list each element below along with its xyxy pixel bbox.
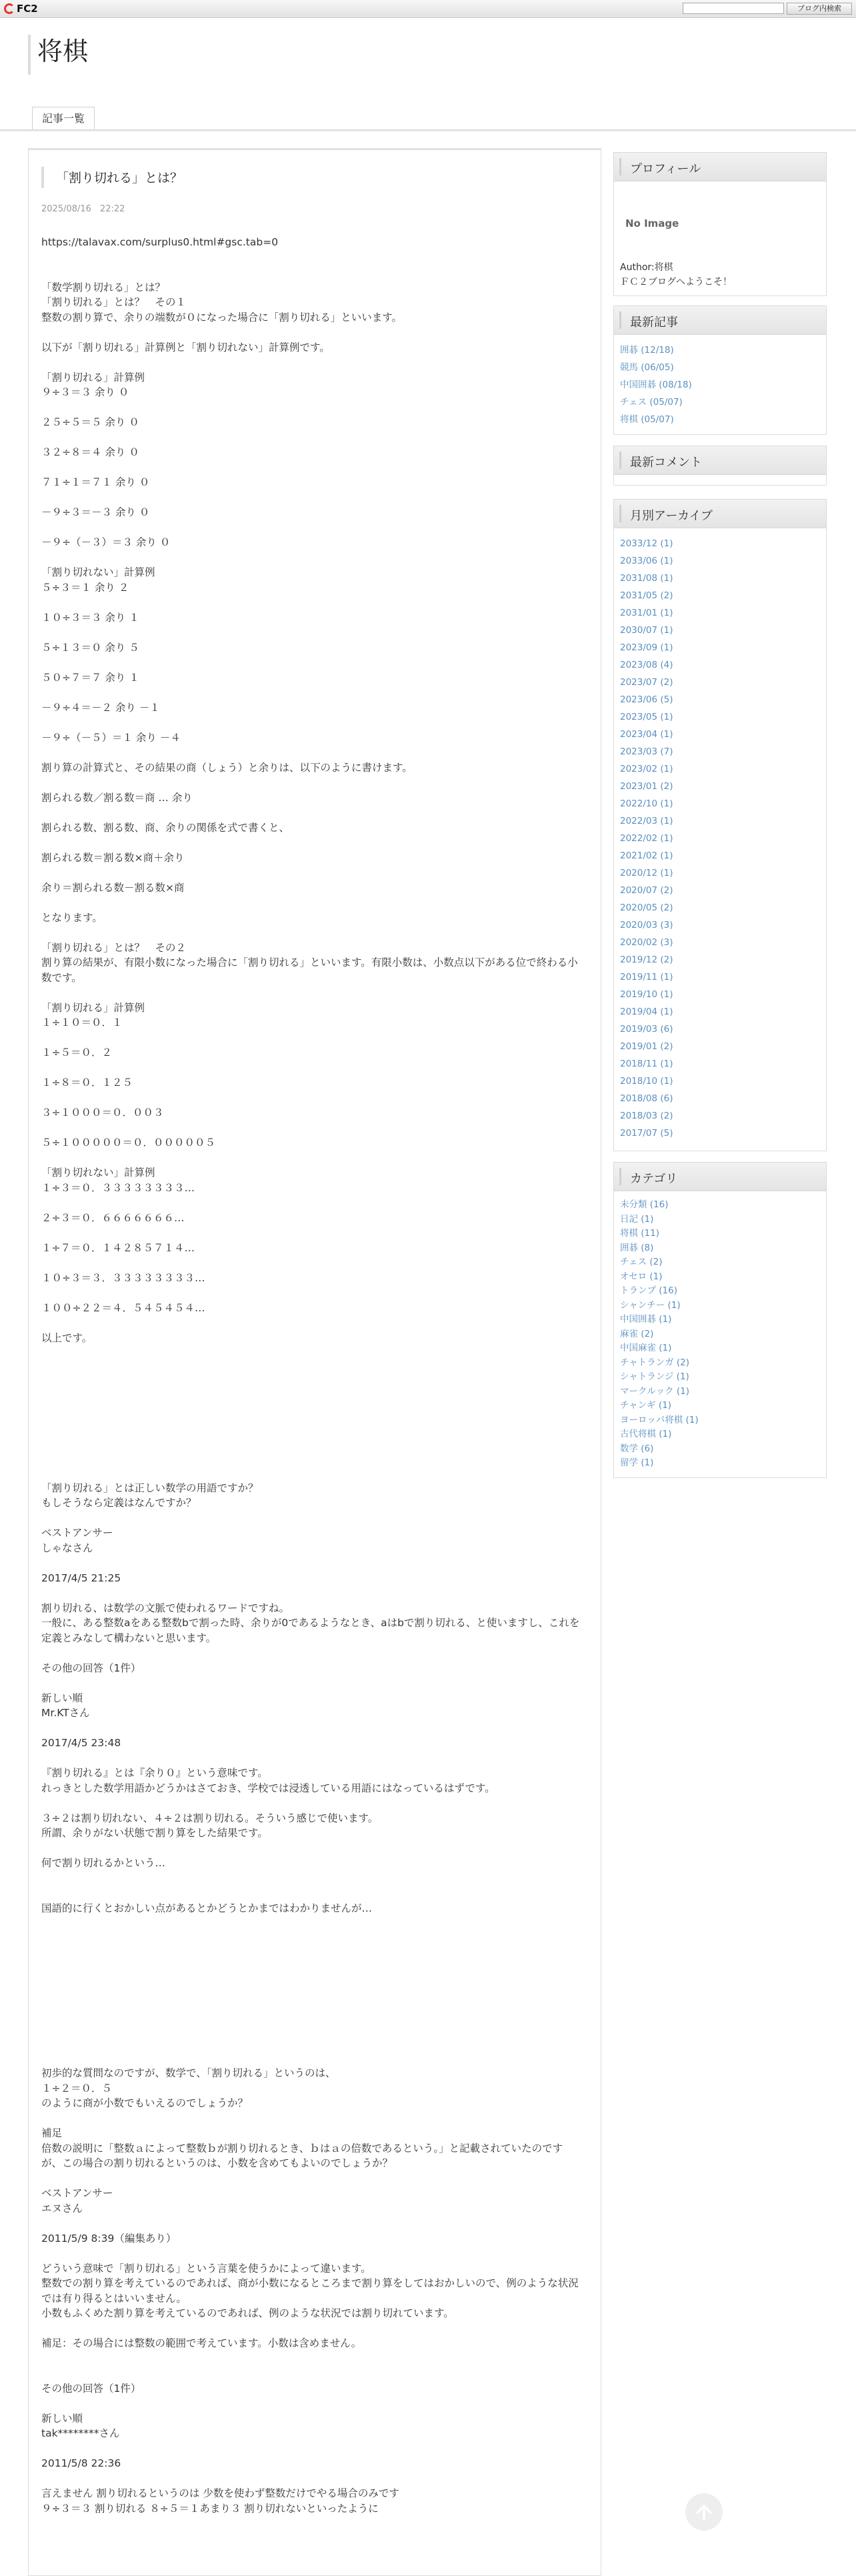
recent-post-item[interactable]: チェス (05/07) [620, 397, 683, 408]
category-item[interactable]: マークルック (1) [620, 1385, 690, 1397]
archive-item[interactable]: 2019/04 (1) [620, 1007, 673, 1017]
recent-comments-heading-text: 最新コメント [630, 456, 702, 470]
blog-search-input[interactable] [683, 3, 784, 14]
post-body: https://talavax.com/surplus0.html#gsc.tab=0 「数学割り切れる」とは？ 「割り切れる」とは？ その１ 整数の割り算で、余りの端数が０になった場合に「割り切れる」といいます。 以下が「割り切れる」計算例と「割り切れない」計算例です。 「割り切れる」計算例 ９÷３＝３ 余り ０ ２５÷５＝５ 余り ０ ３２÷８＝４ 余り ０ ７１÷１＝７１ 余り ０ －９÷３＝－３ 余り ０ －９÷（－３）＝３ 余り ０ 「割り切れない」計算例 ５÷３＝１ 余り ２ １０÷３＝３ 余り １ ５÷１３＝０ 余り ５ ５０÷７＝７ 余り １ －９÷４＝－２ 余り －１ －９÷（－５）＝１ 余り －４ 割り算の計算式と、その結果の商（しょう）と余りは、以下のように書けます。 割られる数／割る数＝商 … 余り 割られる数、割る数、商、余りの関係を式で書くと、 割られる数＝割る数×商＋余り 余り＝割られる数－割る数×商 となります。 「割り切れる」とは？ その２ 割り算の結果が、有限小数になった場合に「割り切れる」といいます。有限小数は、小数点以下がある位で終わる小数です。 「割り切れる」計算例 １÷１０＝０．１ １÷５＝０．２ １÷８＝０．１２５ ３÷１０００＝０．００３ ５÷１０００００＝０．０００００５ 「割り切れない」計算例 １÷３＝０．３３３３３３３３… ２÷３＝０．６６６６６６６… １÷７＝０．１４２８５７１４… １０÷３＝３．３３３３３３３３… １００÷２２＝４．５４５４５４… 以上です。 「割り切れる」とは正しい数学の用語ですか？ もしそうなら定義はなんですか？ ベストアンサー しゃなさん 2017/4/5 21:25 割り切れる、は数学の文脈で使われるワードですね。 一般に、ある整数aをある整数bで割った時、余りが0であるようなとき、aはbで割り切れる、と使いますし、これを定義とみなして構わないと思います。 その他の回答（1件） 新しい順 Mr.KTさん 2017/4/5 23:48 『割り切れる』とは『余り０』という意味です。 れっきとした数学用語かどうかはさておき、学校では浸透している用語にはなっているはずです。 ３÷２は割り切れない、４÷２は割り切れる。そういう感じで使います。 所謂、余りがない状態で割り算をした結果です。 何で割り切れるかという… 国語的に行くとおかしい点があるとかどうとかまではわかりませんが… 初歩的な質問なのですが、数学で、「割り切れる」というのは、 １÷２＝０．５ のように商が小数でもいえるのでしょうか？ 補足 倍数の説明に「整数ａによって整数ｂが割り切れるとき、ｂはａの倍数であるという。」と記載されていたのですが、この場合の割り切れるというのは、小数を含めてもよいのでしょうか？ ベストアンサー エヌさん 2011/5/9 8:39（編集あり） どういう意味で「割り切れる」という言葉を使うかによって違います。 整数での割り算を考えているのであれば、商が小数になるところまで割り算をしてはおかしいので、例のような状況では有り得るとはいいません。 小数もふくめた割り算を考えているのであれば、例のような状況では割り切れています。 補足：その場合には整数の範囲で考えています。小数は含めません。 その他の回答（1件） 新しい順 tak********さん 2011/5/8 22:36 言えません 割り切れるというのは 少数を使わず整数だけでやる場合のみです ９÷３＝３ 割り切れる ８÷５＝１あまり３ 割り切れないといったように [41, 236, 580, 2515]
archive-item[interactable]: 2018/10 (1) [620, 1076, 673, 1087]
blog-title[interactable]: 将棋 [37, 37, 89, 66]
archive-item[interactable]: 2017/07 (5) [620, 1128, 673, 1139]
recent-comments-heading [613, 446, 827, 475]
blog-search-button[interactable]: ブログ内検索 [787, 3, 852, 15]
post-date: 2025/08/16 22:22 [41, 204, 125, 214]
archives-heading-text: 月別アーカイブ [630, 509, 713, 523]
category-item[interactable]: 留学 (1) [620, 1457, 654, 1468]
archive-item[interactable]: 2031/01 (1) [620, 608, 673, 618]
archive-item[interactable]: 2023/07 (2) [620, 677, 673, 688]
archive-item[interactable]: 2023/01 (2) [620, 781, 673, 792]
profile-heading [613, 152, 827, 181]
recent-post-item[interactable]: 中国囲碁 (08/18) [620, 380, 692, 390]
fc2-logo-icon [4, 3, 15, 14]
category-item[interactable]: 中国囲碁 (1) [620, 1314, 672, 1325]
heading-accent [619, 1168, 621, 1185]
category-item[interactable]: 古代将棋 (1) [620, 1429, 672, 1439]
archive-item[interactable]: 2018/03 (2) [620, 1111, 673, 1121]
archive-item[interactable]: 2023/08 (4) [620, 660, 673, 670]
fc2-top-bar [0, 0, 856, 18]
profile-heading-text: プロフィール [630, 162, 701, 176]
header-accent-bar [28, 35, 31, 75]
back-to-top-button[interactable] [685, 2493, 723, 2531]
archive-item[interactable]: 2019/01 (2) [620, 1041, 673, 1052]
nav-tab-article-list[interactable]: 記事一覧 [32, 107, 95, 129]
archive-item[interactable]: 2023/09 (1) [620, 642, 673, 653]
category-item[interactable]: 未分類 (16) [620, 1199, 669, 1210]
category-item[interactable]: チャトランガ (2) [620, 1357, 690, 1368]
archive-item[interactable]: 2023/06 (5) [620, 694, 673, 705]
archive-item[interactable]: 2033/12 (1) [620, 538, 673, 549]
archive-item[interactable]: 2031/05 (2) [620, 590, 673, 601]
category-item[interactable]: 日記 (1) [620, 1213, 654, 1225]
archives-list [620, 535, 820, 1142]
profile-no-image: No Image [625, 217, 679, 229]
recent-posts-heading-text: 最新記事 [630, 315, 678, 330]
recent-comments-panel [613, 475, 827, 486]
archive-item[interactable]: 2023/04 (1) [620, 729, 673, 740]
recent-posts-list [620, 342, 820, 428]
category-item[interactable]: 数学 (6) [620, 1443, 654, 1454]
heading-accent [619, 452, 621, 469]
profile-greeting: ＦＣ２ブログへようこそ！ [620, 277, 732, 287]
archive-item[interactable]: 2023/03 (7) [620, 746, 673, 757]
category-item[interactable]: 中国麻雀 (1) [620, 1343, 672, 1353]
category-item[interactable]: チェス (2) [620, 1257, 663, 1267]
recent-posts-heading [613, 305, 827, 335]
recent-post-item[interactable]: 将棋 (05/07) [620, 414, 674, 425]
archive-item[interactable]: 2019/12 (2) [620, 954, 673, 965]
categories-heading [613, 1162, 827, 1191]
archive-item[interactable]: 2020/07 (2) [620, 885, 673, 896]
category-item[interactable]: シャトランジ (1) [620, 1371, 689, 1382]
arrow-up-icon [694, 2502, 714, 2522]
archive-item[interactable]: 2019/10 (1) [620, 989, 673, 1000]
archive-item[interactable]: 2022/02 (1) [620, 833, 673, 844]
archive-item[interactable]: 2020/03 (3) [620, 920, 673, 930]
archive-item[interactable]: 2023/02 (1) [620, 764, 673, 774]
archive-item[interactable]: 2020/12 (1) [620, 868, 673, 878]
archive-item[interactable]: 2023/05 (1) [620, 712, 673, 722]
category-item[interactable]: オセロ (1) [620, 1271, 663, 1282]
archive-item[interactable]: 2022/03 (1) [620, 816, 673, 826]
category-item[interactable]: トランプ (16) [620, 1285, 678, 1296]
archive-item[interactable]: 2019/11 (1) [620, 972, 673, 983]
post-title[interactable]: 「割り切れる」とは？ [56, 171, 183, 185]
post-title-accent [41, 167, 44, 188]
heading-accent [619, 158, 621, 175]
profile-author: Author:将棋 [620, 262, 673, 273]
archive-item[interactable]: 2022/10 (1) [620, 798, 673, 809]
archive-item[interactable]: 2030/07 (1) [620, 625, 673, 636]
archive-item[interactable]: 2020/05 (2) [620, 902, 673, 913]
category-item[interactable]: チャンギ (1) [620, 1400, 672, 1411]
archive-item[interactable]: 2021/02 (1) [620, 850, 673, 861]
category-item[interactable]: 麻雀 (2) [620, 1328, 654, 1339]
category-item[interactable]: 囲碁 (8) [620, 1242, 654, 1253]
fc2-logo[interactable] [4, 2, 38, 15]
heading-accent [619, 505, 621, 522]
nav-divider [0, 129, 856, 131]
categories-list [620, 1198, 820, 1471]
archive-item[interactable]: 2019/03 (6) [620, 1024, 673, 1035]
category-item[interactable]: ヨーロッパ将棋 (1) [620, 1414, 699, 1425]
archive-item[interactable]: 2033/06 (1) [620, 556, 673, 566]
recent-post-item[interactable]: 競馬 (06/05) [620, 362, 674, 373]
archives-heading [613, 499, 827, 528]
archive-item[interactable]: 2018/11 (1) [620, 1059, 673, 1069]
heading-accent [619, 311, 621, 329]
recent-post-item[interactable]: 囲碁 (12/18) [620, 345, 674, 356]
category-item[interactable]: 将棋 (11) [620, 1228, 660, 1239]
archive-item[interactable]: 2031/08 (1) [620, 573, 673, 584]
categories-heading-text: カテゴリ [630, 1172, 678, 1186]
archive-item[interactable]: 2020/02 (3) [620, 937, 673, 948]
archive-item[interactable]: 2018/08 (6) [620, 1093, 673, 1104]
category-item[interactable]: シャンチー (1) [620, 1299, 681, 1311]
fc2-logo-text: FC2 [17, 3, 38, 15]
